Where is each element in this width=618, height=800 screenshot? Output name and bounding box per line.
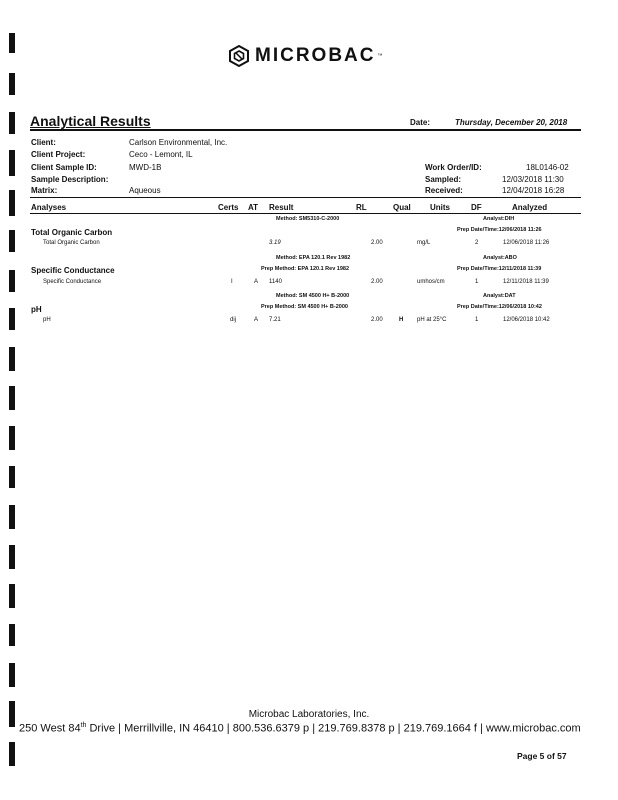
- col-certs: Certs: [218, 203, 239, 212]
- rl-value: 2.00: [371, 317, 383, 323]
- footer-company: Microbac Laboratories, Inc.: [248, 709, 370, 720]
- analyte-name: Total Organic Carbon: [43, 240, 100, 246]
- units-value: pH at 25°C: [417, 317, 447, 323]
- col-at: AT: [248, 203, 259, 212]
- sample-id-label: Client Sample ID:: [31, 163, 97, 172]
- received-label: Received:: [425, 186, 463, 195]
- sample-description-label: Sample Description:: [31, 175, 109, 184]
- sampled-value: 12/03/2018 11:30: [502, 175, 564, 184]
- page-title: Analytical Results: [30, 113, 151, 129]
- col-df: DF: [471, 203, 482, 212]
- sample-id-value: MWD-1B: [129, 163, 162, 172]
- title-rule: [30, 129, 581, 131]
- analyte-name: pH: [43, 317, 51, 323]
- logo-trademark: ™: [377, 53, 383, 59]
- analyzed-value: 12/06/2018 11:26: [503, 240, 550, 246]
- col-analyses: Analyses: [31, 203, 67, 212]
- prep-method-label: Prep Method: SM 4500 H+ B-2000: [261, 304, 348, 310]
- prep-datetime-label: Prep Date/Time:12/06/2018 10:42: [457, 304, 542, 310]
- section-name: Specific Conductance: [31, 266, 115, 275]
- df-value: 2: [475, 240, 479, 246]
- client-value: Carlson Environmental, Inc.: [129, 138, 228, 147]
- col-result: Result: [269, 203, 294, 212]
- work-order-label: Work Order/ID:: [425, 163, 482, 172]
- work-order-value: 18L0146-02: [526, 163, 569, 172]
- result-value: 1140: [269, 279, 282, 285]
- hexagon-logo-icon: [227, 44, 251, 68]
- footer-address: [19, 722, 581, 735]
- certs-value: dij: [230, 317, 237, 323]
- matrix-value: Aqueous: [129, 186, 161, 195]
- logo-text: MICROBAC: [255, 45, 376, 66]
- method-label: Method: SM 4500 H+ B-2000: [276, 293, 350, 299]
- analyst-label: Analyst:ABO: [483, 255, 517, 261]
- address-prefix: 250 West 84: [19, 722, 81, 735]
- col-analyzed: Analyzed: [512, 203, 548, 212]
- col-rl: RL: [356, 203, 367, 212]
- certs-value: I: [231, 279, 233, 285]
- header-rule: [30, 213, 581, 214]
- received-value: 12/04/2018 16:28: [502, 186, 565, 195]
- address-ordinal: th: [80, 722, 87, 729]
- col-units: Units: [430, 203, 450, 212]
- analyzed-value: 12/06/2018 10:42: [503, 317, 550, 323]
- address-rest: Drive | Merrillville, IN 46410 | 800.536.6379 p | 219.769.8378 p | 219.769.1664 f | www.microbac.com: [86, 722, 581, 735]
- section-name: pH: [31, 305, 42, 314]
- sampled-label: Sampled:: [425, 175, 462, 184]
- method-label: Method: EPA 120.1 Rev 1982: [276, 255, 351, 261]
- analyst-label: Analyst:DIH: [483, 216, 515, 222]
- col-qual: Qual: [393, 203, 411, 212]
- prep-datetime-label: Prep Date/Time:12/11/2018 11:39: [457, 266, 542, 272]
- analyte-name: Specific Conductance: [43, 279, 102, 285]
- date-label: Date:: [410, 118, 431, 127]
- client-label: Client:: [31, 138, 56, 147]
- units-value: mg/L: [417, 240, 431, 246]
- qual-value: H: [399, 317, 404, 323]
- df-value: 1: [475, 317, 479, 323]
- project-label: Client Project:: [31, 150, 86, 159]
- project-value: Ceco - Lemont, IL: [129, 150, 193, 159]
- matrix-label: Matrix:: [31, 186, 58, 195]
- result-value: 7.21: [269, 317, 281, 323]
- analyst-label: Analyst:DAT: [483, 293, 516, 299]
- rl-value: 2.00: [371, 240, 383, 246]
- rl-value: 2.00: [371, 279, 383, 285]
- microbac-logo: [227, 44, 383, 68]
- at-value: A: [254, 279, 259, 285]
- page-number: Page 5 of 57: [517, 751, 567, 761]
- df-value: 1: [475, 279, 479, 285]
- method-label: Method: SM5310-C-2000: [276, 216, 340, 222]
- info-rule: [30, 197, 581, 198]
- result-value: 3.19: [269, 240, 281, 246]
- section-name: Total Organic Carbon: [31, 228, 113, 237]
- prep-method-label: Prep Method: EPA 120.1 Rev 1982: [261, 266, 350, 272]
- units-value: umhos/cm: [417, 279, 445, 285]
- date-value: Thursday, December 20, 2018: [455, 118, 568, 127]
- analyzed-value: 12/11/2018 11:39: [503, 279, 549, 285]
- at-value: A: [254, 317, 259, 323]
- prep-datetime-label: Prep Date/Time:12/06/2018 11:26: [457, 227, 542, 233]
